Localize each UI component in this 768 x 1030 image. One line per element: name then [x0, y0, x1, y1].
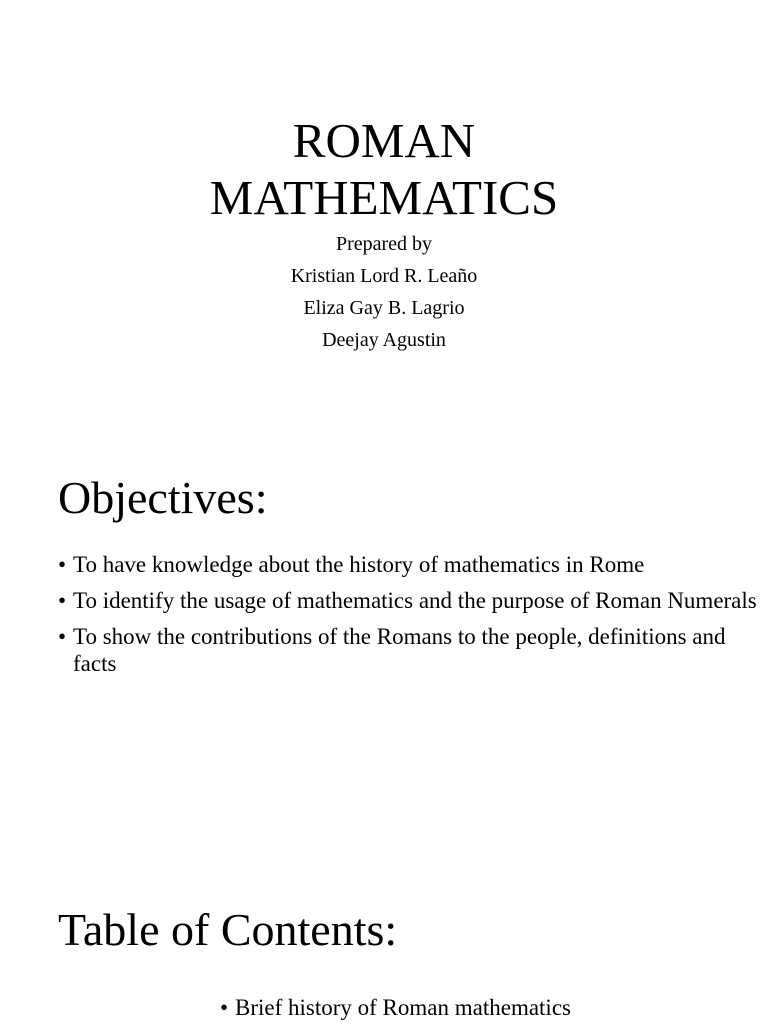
objective-item — [58, 623, 758, 677]
toc-heading: Table of Contents: — [58, 904, 398, 955]
objectives-slide — [0, 420, 768, 860]
bullet-icon: • — [58, 624, 67, 649]
objectives-list — [58, 551, 758, 686]
toc-item-text: Brief history of Roman mathematics — [235, 995, 571, 1020]
objective-text: To have knowledge about the history of mathematics in Rome — [73, 552, 645, 577]
author-name: Kristian Lord R. Leaño — [290, 265, 478, 287]
page-title — [0, 112, 768, 226]
bullet-icon: • — [58, 552, 67, 577]
objective-item — [58, 551, 758, 578]
prepared-by-label: Prepared by — [335, 233, 433, 255]
bullet-icon: • — [58, 588, 67, 613]
table-of-contents-slide — [0, 860, 768, 1024]
bullet-icon: • — [220, 995, 229, 1020]
author-name: Deejay Agustin — [322, 329, 446, 351]
credits-list — [0, 228, 768, 356]
toc-list — [220, 994, 760, 1030]
title-line-2: MATHEMATICS — [209, 170, 559, 225]
toc-item — [220, 994, 760, 1021]
objective-item — [58, 587, 758, 614]
objectives-heading: Objectives: — [58, 472, 268, 523]
objective-text: To show the contributions of the Romans to the people, definitions and facts — [73, 624, 726, 676]
title-line-1: ROMAN — [292, 113, 476, 168]
objective-text: To identify the usage of mathematics and the purpose of Roman Numerals — [73, 588, 757, 613]
title-slide — [0, 0, 768, 420]
author-name: Eliza Gay B. Lagrio — [303, 297, 465, 319]
